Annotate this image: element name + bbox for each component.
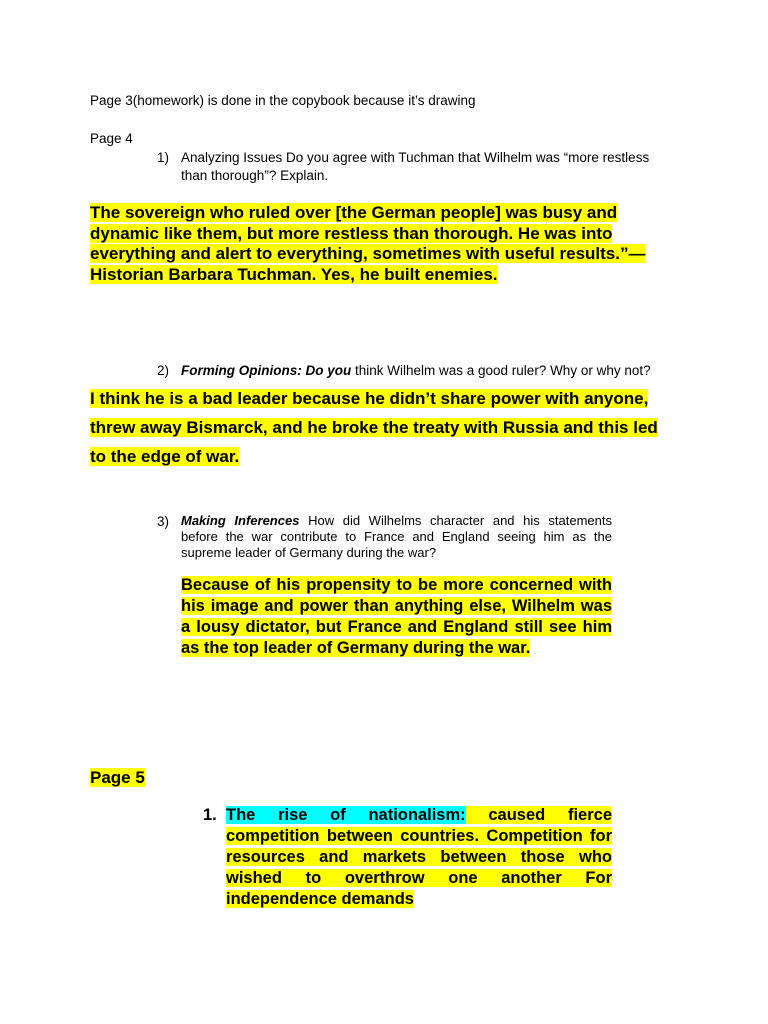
intro-line: Page 3(homework) is done in the copybook because it’s drawing bbox=[90, 93, 476, 108]
q3-text: How did Wilhelms character and his statements before the war contribute to France and England seeing him as the supreme leader of Germany during the war? bbox=[181, 513, 612, 560]
q2-answer: I think he is a bad leader because he didn’t share power with anyone, threw away Bismarck, and he broke the treaty with Russia and this led to the edge of war. bbox=[90, 389, 658, 466]
q3-label: Making Inferences bbox=[181, 513, 300, 528]
q3-answer: Because of his propensity to be more concerned with his image and power than anything else, Wilhelm was a lousy dictator, but France and England still see him as the top leader of Germany during the war. bbox=[181, 576, 612, 657]
q1-answer: The sovereign who ruled over [the German people] was busy and dynamic like them, but more restless than thorough. He was into everything and alert to everything, sometimes with useful results.”—Historian Barbara Tuchman. Yes, he built enemies. bbox=[90, 203, 646, 284]
p5-item1-text: caused fierce competition between countries. Competition for resources and markets between those who wished to overthrow one another For independence demands bbox=[226, 806, 612, 908]
q2-text: think Wilhelm was a good ruler? Why or why not? bbox=[351, 363, 651, 378]
q2-line bbox=[181, 362, 661, 380]
page-4-heading: Page 4 bbox=[90, 131, 133, 146]
q3-number: 3) bbox=[157, 514, 170, 529]
q3-line bbox=[181, 513, 612, 561]
p5-item1-number: 1. bbox=[203, 806, 217, 824]
q1-number: 1) bbox=[157, 150, 170, 165]
q1-text: Analyzing Issues Do you agree with Tuchman that Wilhelm was “more restless than thorough”? Explain. bbox=[181, 150, 650, 183]
p5-item1-block bbox=[226, 805, 612, 910]
page-5-heading-block bbox=[90, 768, 145, 788]
p5-item1-term: The rise of nationalism: bbox=[226, 806, 466, 824]
q2-number: 2) bbox=[157, 363, 170, 378]
q3-answer-block bbox=[181, 575, 612, 659]
page-5-heading: Page 5 bbox=[90, 768, 145, 787]
q1-answer-block bbox=[90, 203, 650, 285]
q2-answer-block bbox=[90, 384, 675, 471]
q2-label: Forming Opinions: Do you bbox=[181, 363, 352, 378]
